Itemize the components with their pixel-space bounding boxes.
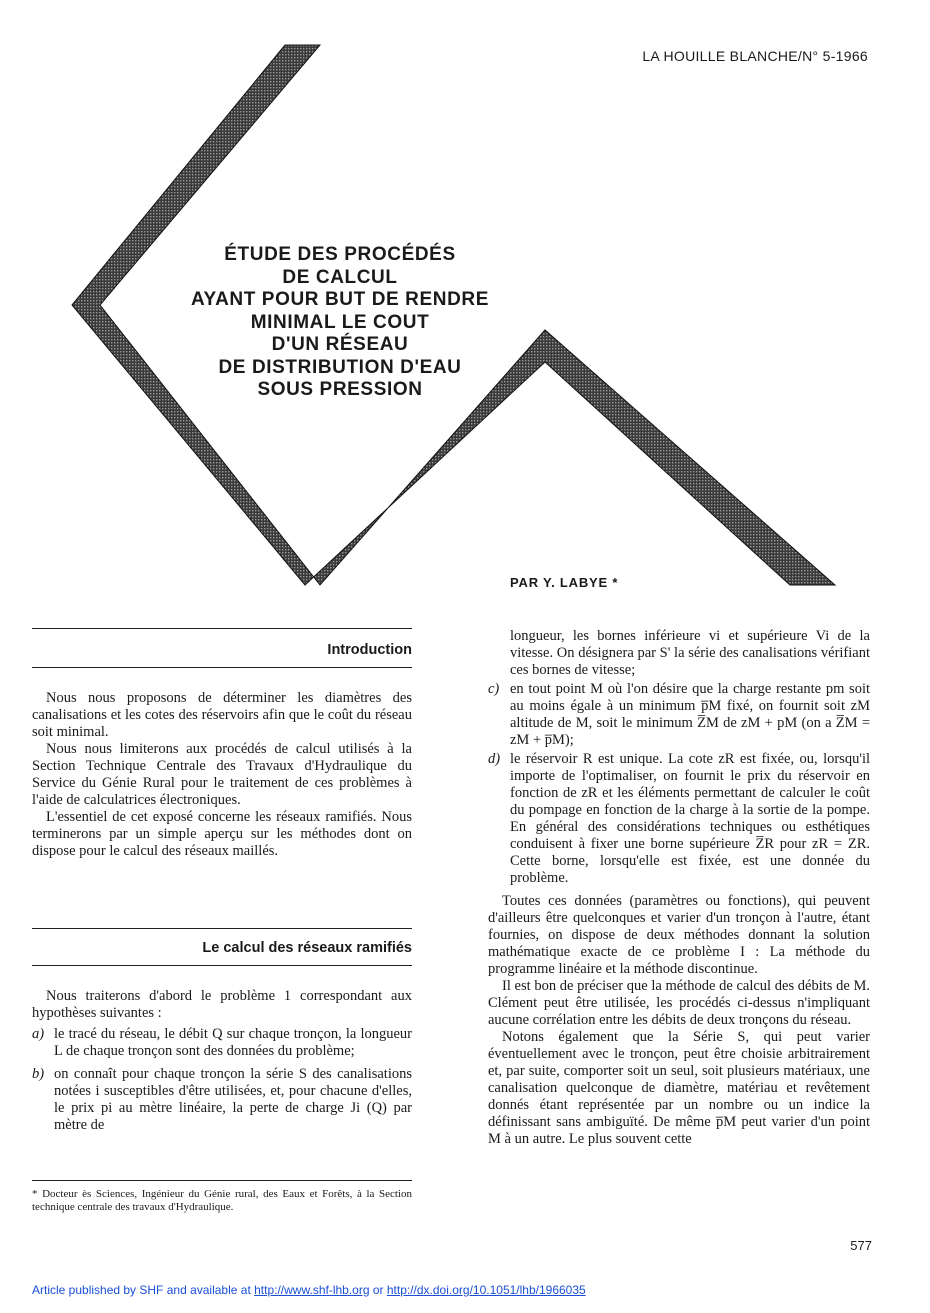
section-heading-reseaux-ramifies: Le calcul des réseaux ramifiés	[202, 940, 412, 956]
page-number: 577	[850, 1238, 872, 1253]
title-line: ÉTUDE DES PROCÉDÉS	[224, 244, 456, 265]
paragraph: Nous traiterons d'abord le problème 1 correspondant aux hypothèses suivantes :	[32, 988, 412, 1021]
title-line: D'UN RÉSEAU	[271, 334, 409, 355]
author-byline: PAR Y. LABYE *	[510, 575, 619, 590]
paragraph: Il est bon de préciser que la méthode de calcul des débits de M. Clément peut être utilisée, les procédés ci-dessus n'impliquant aucune corrélation entre les débits de deux tronçons du réseau.	[488, 978, 870, 1028]
section-rule	[32, 965, 412, 966]
list-item-label: c)	[488, 681, 500, 697]
publication-prefix: Article published by SHF and available at	[32, 1283, 255, 1297]
list-item-text: le réservoir R est unique. La cote zR est fixée, ou, lorsqu'il importe de l'optimaliser, on fournit le prix du réservoir en fonction de zR et les éléments permettant de calculer le coût du pompage en fonction de la charge à la sortie de la pompe. En général des considérations techniques ou esthétiques conduisent à fixer une borne supérieure Z̅R pour zR = ZR. Cette borne, lorsqu'elle est fixée, est une donnée du problème.	[510, 751, 870, 886]
list-item-label: a)	[32, 1026, 45, 1042]
list-item	[32, 1066, 412, 1134]
paragraph: longueur, les bornes inférieure vi et supérieure Vi de la vitesse. On désignera par S' la série des canalisations vérifiant ces bornes de vitesse;	[510, 628, 870, 678]
title-line: AYANT POUR BUT DE RENDRE	[190, 289, 490, 310]
list-item-label: b)	[32, 1066, 45, 1082]
publication-notice	[32, 1283, 586, 1297]
list-item	[488, 751, 870, 887]
doi-link[interactable]: http://dx.doi.org/10.1051/lhb/1966035	[386, 1283, 586, 1297]
paragraph: L'essentiel de cet exposé concerne les réseaux ramifiés. Nous terminerons par un simple aperçu sur les méthodes dont on dispose pour le calcul des réseaux maillés.	[32, 809, 412, 859]
list-item-label: d)	[488, 751, 501, 767]
publication-middle: or	[369, 1283, 387, 1297]
list-item	[488, 681, 870, 749]
shf-link[interactable]: http://www.shf-lhb.org	[254, 1283, 370, 1297]
list-item	[32, 1026, 412, 1060]
section-heading-introduction: Introduction	[327, 642, 412, 658]
title-line: DE CALCUL	[282, 266, 398, 288]
ramifies-text	[32, 988, 412, 1134]
section-rule	[32, 667, 412, 668]
footnote: * Docteur ès Sciences, Ingénieur du Génie rural, des Eaux et Forêts, à la Section technique centrale des travaux d'Hydraulique.	[32, 1188, 412, 1213]
introduction-text	[32, 690, 412, 860]
section-rule	[32, 628, 412, 629]
paragraph: Nous nous proposons de déterminer les diamètres des canalisations et les cotes des réservoirs afin que le coût du réseau soit minimal.	[32, 690, 412, 740]
title-line: MINIMAL LE COUT	[250, 311, 430, 333]
paragraph: Notons également que la Série S, qui peut varier éventuellement avec le tronçon, peut être choisie arbitrairement et, par suite, comporter soit un seul, soit plusieurs matériaux, une canalisation quelconque de diamètre, matériau et revêtement donnés étant représentée par un nombre ou un indice la définissant sans ambiguïté. De même p̅M peut varier d'un point M à un autre. Le plus souvent cette	[488, 1029, 870, 1147]
title-line: DE DISTRIBUTION D'EAU	[218, 356, 462, 378]
list-item-text: en tout point M où l'on désire que la charge restante pm soit au moins égale à un minimum p̅M fixé, on fournit soit zM altitude de M, soit le minimum Z̅M de zM + pM (on a Z̅M = zM + p̅M);	[510, 681, 870, 748]
title-line: SOUS PRESSION	[257, 379, 423, 400]
list-item-text: le tracé du réseau, le débit Q sur chaque tronçon, la longueur L de chaque tronçon sont des données du problème;	[54, 1026, 412, 1059]
paragraph: Nous nous limiterons aux procédés de calcul utilisés à la Section Technique Centrale des Travaux d'Hydraulique du Service du Génie Rural pour le traitement de ces problèmes à l'aide de calculatrices électroniques.	[32, 741, 412, 808]
footnote-rule	[32, 1180, 412, 1181]
section-rule	[32, 928, 412, 929]
article-title	[150, 244, 530, 402]
running-head: LA HOUILLE BLANCHE/N° 5-1966	[642, 48, 868, 64]
right-column-text	[488, 628, 870, 1148]
list-item-text: on connaît pour chaque tronçon la série S des canalisations notées i susceptibles d'être utilisées, et, pour chacune d'elles, le prix pi au mètre linéaire, la perte de charge Ji (Q) par mètre de	[54, 1066, 412, 1133]
paragraph: Toutes ces données (paramètres ou fonctions), qui peuvent d'ailleurs être quelconques et varier d'un tronçon à l'autre, étant fournies, on dispose de deux méthodes donnant la solution mathématique exacte de ce problème I : La méthode du programme linéaire et la méthode discontinue.	[488, 893, 870, 977]
